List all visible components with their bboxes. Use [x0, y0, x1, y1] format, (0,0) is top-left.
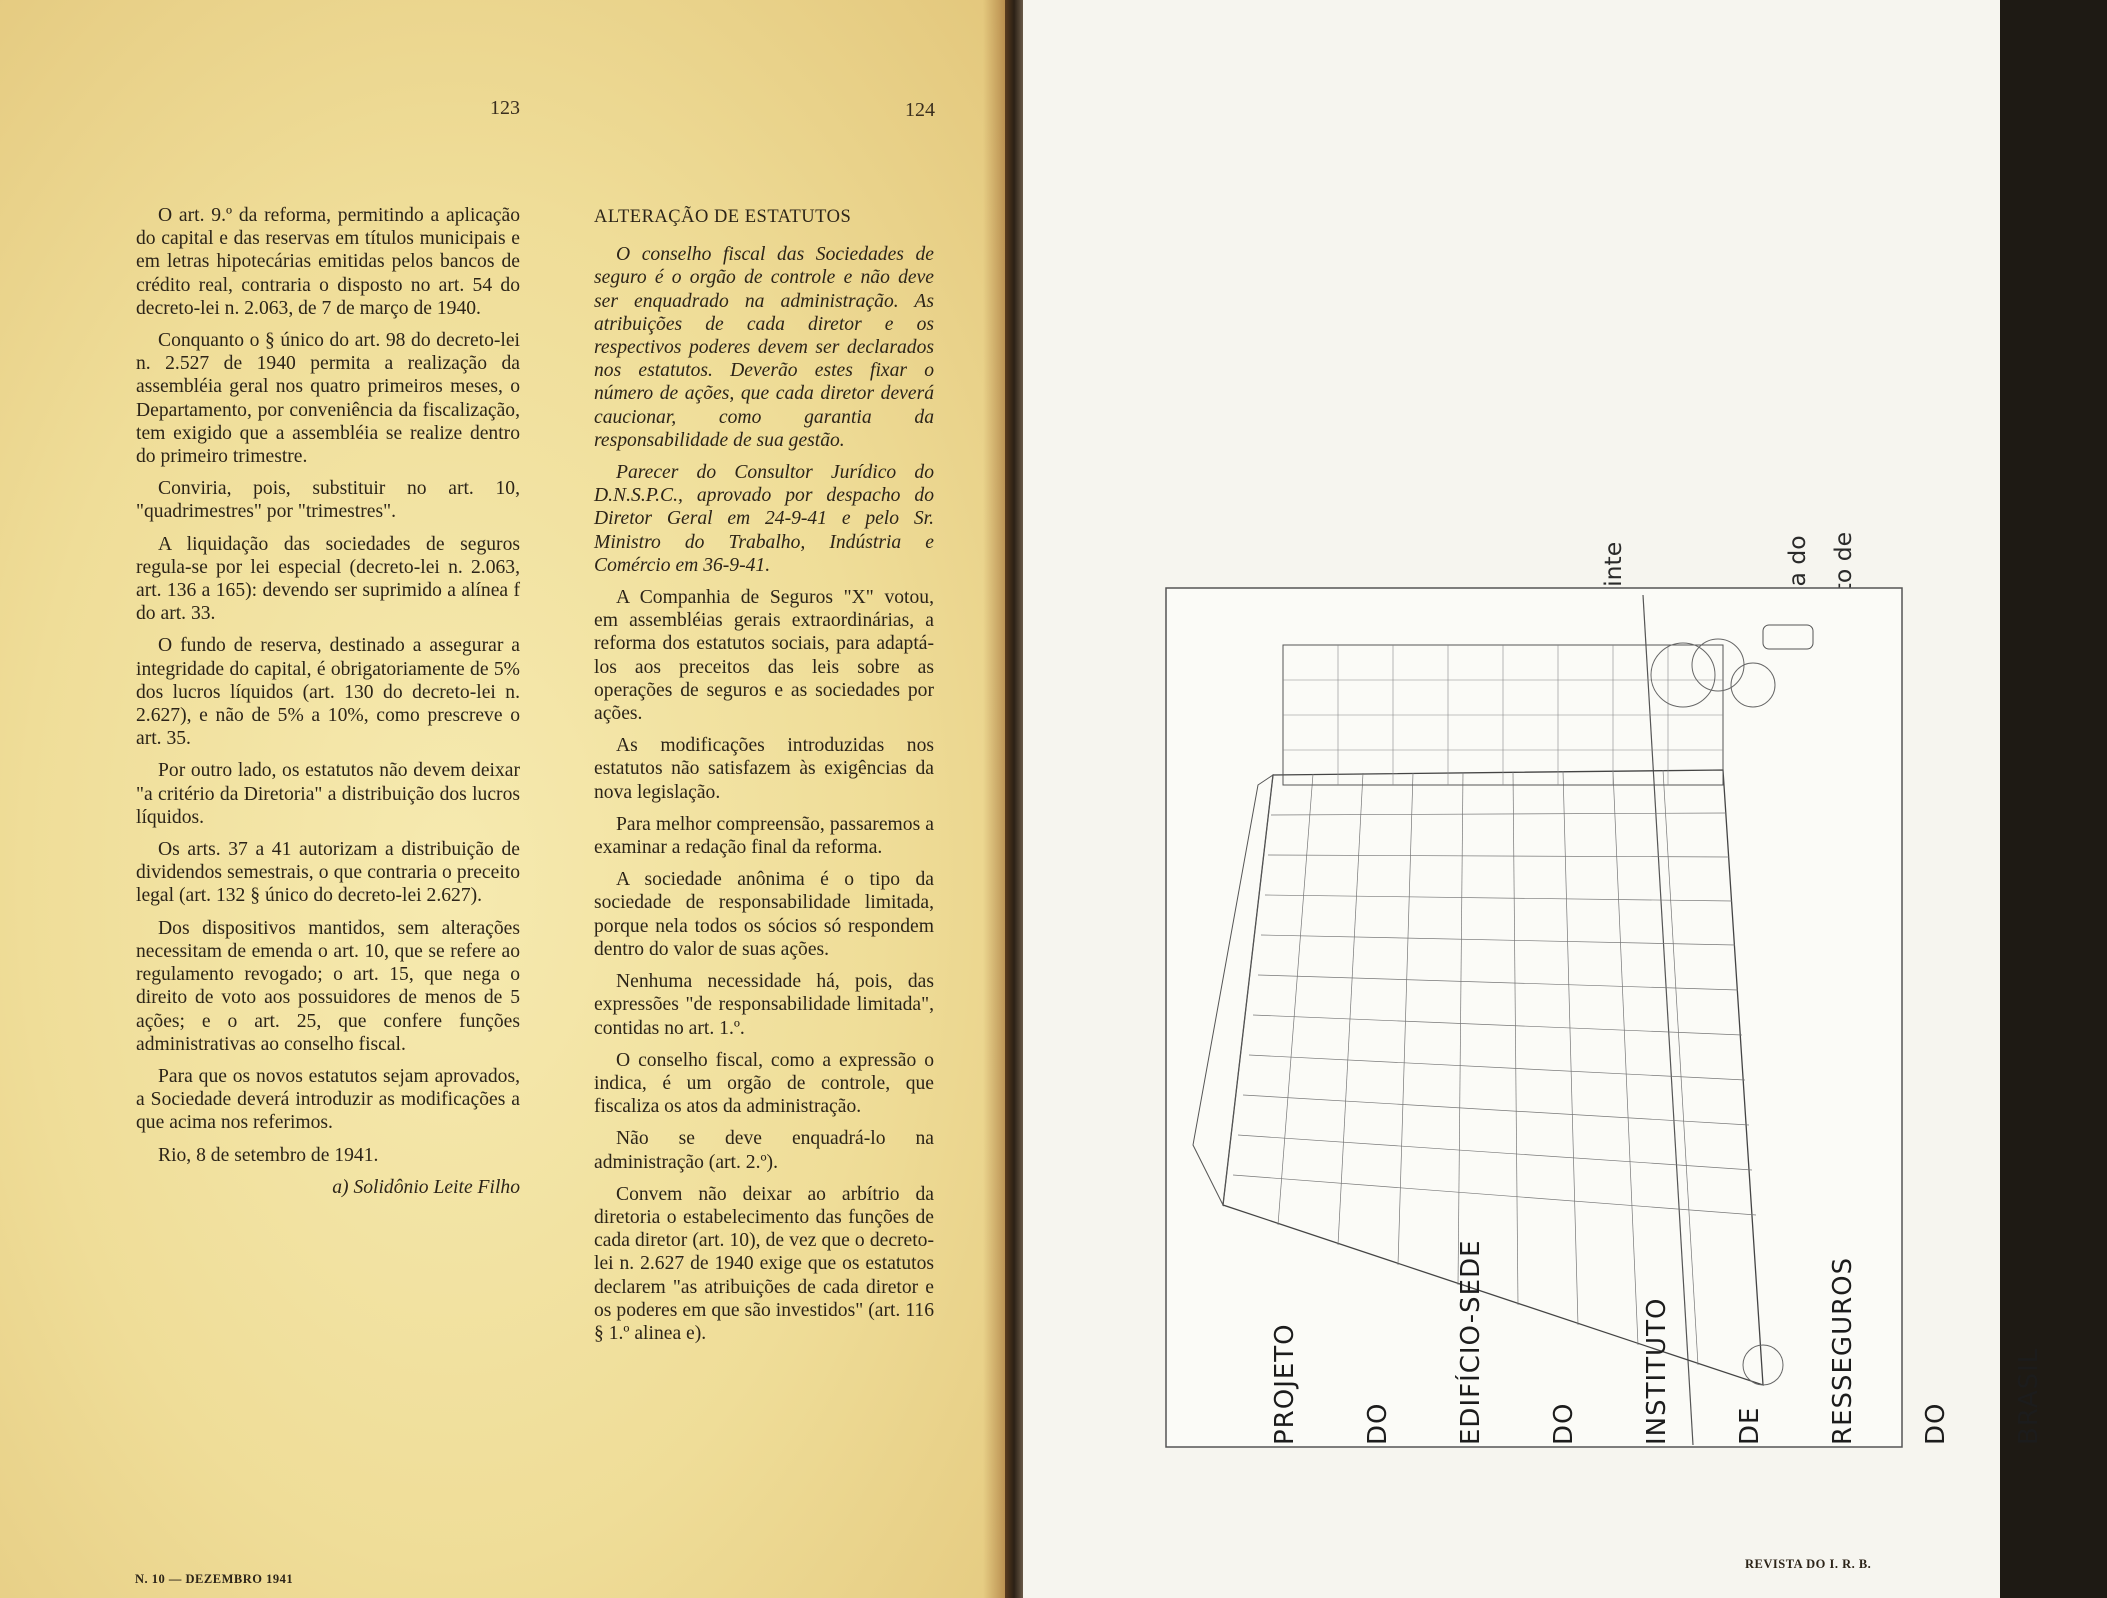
title-line: PROJETO	[1270, 1323, 1300, 1445]
page-footer: REVISTA DO I. R. B.	[1745, 1557, 1872, 1571]
title-line: DO	[1549, 1402, 1579, 1445]
title-line: EDIFÍCIO-SEDE	[1456, 1239, 1486, 1445]
title-line: INSTITUTO	[1642, 1297, 1672, 1445]
paragraph: Nenhuma necessidade há, pois, das expressões "de responsabilidade limitada", contidas no art. 1.º.	[594, 971, 934, 1039]
title-line: BRASIL	[2014, 1347, 2044, 1445]
page-number-124: 124	[905, 99, 935, 121]
paragraph: Conviria, pois, substituir no art. 10, "quadrimestres" por "trimestres".	[136, 478, 520, 523]
paragraph: A sociedade anônima é o tipo da sociedade de responsabilidade limitada, porque nela todos os sócios só respondem dentro do valor de suas ações.	[594, 869, 934, 960]
signature: a) Solidônio Leite Filho	[332, 1176, 520, 1198]
paragraph: O fundo de reserva, destinado a assegurar a integridade do capital, é obrigatoriamente de 5% dos lucros líquidos (art. 130 do decreto-lei n. 2.627), e não de 5% a 10%, como prescreve o art. 35.	[136, 635, 520, 750]
left-page	[0, 0, 1005, 1598]
paragraph: A Companhia de Seguros "X" votou, em assembléias gerais extraordinárias, a reforma dos estatutos sociais, para adaptá-los aos preceitos das leis sobre as operações de seguros e as sociedades por ações.	[594, 587, 934, 725]
page-footer: N. 10 — DEZEMBRO 1941	[135, 1572, 294, 1586]
page-spine-shadow	[983, 0, 1005, 1598]
text-column-1	[136, 204, 520, 1208]
page-number-123: 123	[490, 97, 520, 119]
book-gutter	[1005, 0, 1023, 1598]
paragraph: A liquidação das sociedades de seguros regula-se por lei especial (decreto-lei n. 2.063, art. 136 a 165): devendo ser suprimido a alínea f do art. 33.	[136, 533, 520, 625]
text-column-2	[594, 206, 934, 1354]
title-line: DO	[1363, 1402, 1393, 1445]
title-line: DO	[1921, 1402, 1951, 1445]
paragraph: Dos dispositivos mantidos, sem alterações necessitam de emenda o art. 10, que se refere ao regulamento revogado; o art. 15, que nega o direito de voto aos possuidores de menos de 5 ações; e o art. 25, que confere funções administrativas ao conselho fiscal.	[136, 917, 520, 1055]
date-line: Rio, 8 de setembro de 1941.	[158, 1144, 379, 1166]
paragraph: O art. 9.º da reforma, permitindo a aplicação do capital e das reservas em títulos municipais e em letras hipotecárias emitidas pelos bancos de crédito real, contraria o disposto no art. 54 do decreto-lei n. 2.063, de 7 de março de 1940.	[136, 205, 520, 319]
paragraph: Os arts. 37 a 41 autorizam a distribuição de dividendos semestrais, o que contraria o preceito legal (art. 132 § único do decreto-lei 2.627).	[136, 839, 520, 907]
title-line: DE	[1735, 1406, 1765, 1445]
paragraph: Conquanto o § único do art. 98 do decreto-lei n. 2.527 de 1940 permita a realização da assembléia geral nos quatro primeiros meses, o Departamento, por conveniência da fiscalização, tem exigido que a assembléia se realize dentro do primeiro trimestre.	[136, 330, 520, 468]
figure-title	[1208, 1145, 2107, 1445]
title-line: RESSEGUROS	[1828, 1256, 1858, 1445]
figure-title-block	[1208, 1239, 2044, 1505]
paragraph: Para que os novos estatutos sejam aprovados, a Sociedade deverá introduzir as modificações a que acima nos referimos.	[136, 1065, 520, 1134]
paragraph: Por outro lado, os estatutos não devem deixar "a critério da Diretoria" a distribuição dos lucros líquidos.	[136, 760, 520, 828]
paragraph: Para melhor compreensão, passaremos a examinar a redação final da reforma.	[594, 813, 934, 859]
summary-paragraph: O conselho fiscal das Sociedades de seguro é o orgão de controle e não deve ser enquadrado na administração. As atribuições de cada diretor e os respectivos poderes devem ser declarados nos estatutos. Deverão estes fixar o número de ações, que cada diretor deverá caucionar, como garantia da responsabilidade de sua gestão.	[594, 244, 934, 451]
summary-paragraph: Parecer do Consultor Jurídico do D.N.S.P.C., aprovado por despacho do Diretor Geral em 24-9-41 e pelo Sr. Ministro do Trabalho, Indústria e Comércio em 36-9-41.	[594, 462, 934, 576]
caption-text: do de	[1783, 531, 1857, 565]
paragraph: O conselho fiscal, como a expressão o indica, é um orgão de controle, que fiscaliza os atos da administração.	[594, 1049, 934, 1118]
section-heading: ALTERAÇÃO DE ESTATUTOS	[594, 207, 852, 227]
paragraph: As modificações introduzidas nos estatutos não satisfazem às exigências da nova legislação.	[594, 735, 934, 803]
paragraph: Não se deve enquadrá-lo na administração (art. 2.º).	[594, 1128, 934, 1173]
paragraph: Convem não deixar ao arbítrio da diretoria o estabelecimento das funções de cada diretor (art. 10), de vez que o decreto-lei n. 2.627 de 1940 exige que os estatutos declarem "as atribuições de cada diretor e os poderes em que são investidos" (art. 116 § 1.º alinea e).	[594, 1183, 934, 1344]
